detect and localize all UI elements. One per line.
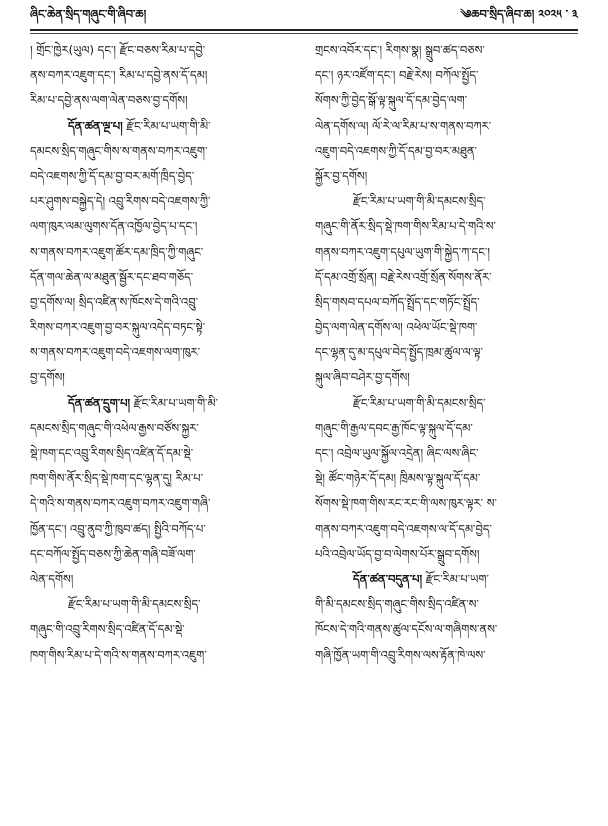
line-text: ལག་ཁུར་ལམ་ལུགས་དོན་འཁྱོལ་བྱེད་པ་དང་། — [30, 219, 198, 234]
section-heading: དོན་ཚན་བདུན་པ། — [353, 571, 423, 586]
line-text: ཁག་གིས་རིམ་པ་དེ་གའི་ས་གནས་བཀར་འཇུག་ — [30, 647, 207, 662]
text-line — [30, 340, 293, 365]
line-text: ལེན་དགོས་ལ། ལོ་རེ་ལ་རིམ་པ་ས་གནས་བཀར་ — [315, 118, 492, 133]
text-line — [315, 315, 578, 340]
line-text: བྱ་དགོས། — [30, 370, 65, 385]
text-line — [315, 340, 578, 365]
header-right-title: ༄ཆབ་སྲིད་ཞིབ་ཆ། ༢༠༢༥ ་ ༣ — [460, 6, 578, 21]
text-line — [315, 466, 578, 491]
line-text: སྡེ། ཚོང་གཉེར་དོ་དམ། ཁྲིམས་ལྟ་སྐུལ་དོ་དམ་ — [315, 471, 481, 486]
text-line — [30, 592, 293, 617]
text-line — [30, 139, 293, 164]
line-text: དམངས་སྲིད་གཞུང་གིས་ས་གནས་བཀར་འཇུག་ — [30, 143, 208, 158]
text-line — [315, 214, 578, 239]
line-text: བྱེད་ལག་ལེན་དགོས་ལ། འཕེལ་ཡོང་སྡེ་ཁག་ — [315, 320, 478, 335]
text-line — [315, 567, 578, 592]
text-line — [315, 265, 578, 290]
line-text: དང་བཀོལ་སྤྱོད་བཅས་ཀྱི་ཆེན་གཞི་བཟོ་ལག་ — [30, 546, 196, 561]
text-line — [30, 290, 293, 315]
text-line — [30, 441, 293, 466]
running-header — [30, 6, 578, 28]
line-text: དམངས་སྲིད་གཞུང་གི་འཕེལ་རྒྱས་བཙོས་སྐྱར་ — [30, 420, 199, 435]
line-text: དང་ལྷན་དུ་མ་དཔུལ་བེད་སྤྱོད་ཁྲམ་ཚུལ་ལ་ལྟ་ — [315, 345, 483, 360]
line-text: གནས་བཀར་འཇུག་དཔུལ་ཡུག་གི་སྐྱེད་ཀ་དང་། — [315, 244, 490, 259]
header-left-title: ཞིང་ཆེན་སྲིད་གཞུང་གི་ཞིབ་ཆ། — [30, 6, 147, 21]
text-line — [315, 240, 578, 265]
text-line — [315, 88, 578, 113]
text-line — [315, 63, 578, 88]
line-text: ། གྲོང་ཁྱེར(ཡུལ) དང་། རྫོང་བཅས་རིམ་པ་དབྱེ་ — [30, 43, 206, 57]
text-line — [30, 617, 293, 642]
text-line — [30, 365, 293, 390]
line-text: ལེན་དགོས། — [30, 571, 74, 586]
text-line — [30, 517, 293, 542]
line-text: ནས་བཀར་འཇུག་དང་། རིམ་པ་དབྱེ་ནས་དོ་དམ། — [30, 68, 208, 83]
line-text: སྲིད་གསབ་དཔལ་བཀོད་སྤྲོད་དང་གཏོང་སྤྲོད་ — [315, 294, 480, 309]
text-line — [30, 189, 293, 214]
text-line — [315, 189, 578, 214]
line-text: གི་མི་དམངས་སྲིད་གཞུང་གིས་སྲིད་འཛིན་ས་ — [315, 597, 479, 612]
header-rule — [30, 29, 578, 31]
line-text: རྫོང་རིམ་པ་ཡག་གི་མི་དམངས་སྲིད་ — [353, 194, 486, 209]
line-text: སོགས་ཀྱི་བྱེད་སྒོ་ལྟ་སྐུལ་དོ་དམ་བྱེད་ལག་ — [315, 93, 468, 108]
line-text: རྫོང་རིམ་པ་ཡག་ — [422, 571, 489, 586]
text-line — [315, 391, 578, 416]
line-text: གཞུང་གི་འབྲུ་རིགས་སྲིད་འཛིན་དོ་དམ་སྡེ་ — [30, 622, 185, 637]
text-line — [30, 38, 293, 63]
text-line — [315, 592, 578, 617]
text-line — [315, 416, 578, 441]
line-text: རྫོང་རིམ་པ་ཡག་གི་མི་དམངས་སྲིད་ — [68, 597, 201, 612]
text-line — [315, 114, 578, 139]
line-text: ས་གནས་བཀར་འཇུག་ཚོར་དམ་ཁྲིད་ཀྱི་གཞུང་ — [30, 244, 204, 259]
text-line — [30, 416, 293, 441]
text-line — [30, 643, 293, 668]
line-text: བདེ་འཇགས་ཀྱི་དོ་དམ་བྱ་བར་མགོ་ཁྲིད་བྱེད་ — [30, 168, 195, 183]
line-text: རྫོང་རིམ་པ་ཡག་གི་མི་ — [130, 395, 218, 410]
line-text: དང་། ཉར་འཛོག་དང་། བརྗེ་རེས། བཀོལ་སྤྱོད་ — [315, 68, 479, 83]
line-text: སྡེ་ཁག་དང་འབྲུ་རིགས་སྲིད་འཛིན་དོ་དམ་སྡེ་ — [30, 446, 194, 460]
section-heading: དོན་ཚན་ལྔ་པ། — [68, 118, 123, 133]
line-text: པར་ཤུགས་བསྐྱེད་དེ། འབྲུ་རིགས་བདེ་འཇགས་ཀྱི་ — [30, 194, 211, 209]
text-line — [30, 491, 293, 516]
text-line — [315, 542, 578, 567]
line-text: རིམ་པ་དབྱེ་ནས་ལག་ལེན་བཅས་བྱ་དགོས། — [30, 93, 188, 108]
text-line — [30, 315, 293, 340]
text-line — [315, 290, 578, 315]
text-line — [315, 38, 578, 63]
line-text: ཁྱོན་དང་། འབྲུ་ནུབ་ཀྱི་ཁུབ་ཚད། སྤྱིའི་བཀོད་པ་ — [30, 521, 206, 536]
line-text: ས་གནས་བཀར་འཇུག་བདེ་འཇགས་ལག་ཁུར་ — [30, 345, 201, 360]
text-line — [30, 88, 293, 113]
text-line — [315, 441, 578, 466]
text-line — [30, 265, 293, 290]
text-line — [315, 517, 578, 542]
text-line — [30, 164, 293, 189]
text-line — [315, 643, 578, 668]
body-columns — [30, 38, 578, 818]
text-line — [30, 114, 293, 139]
line-text: དོན་གལ་ཆེན་ལ་མཐུན་སྦྱོར་དང་ཐབ་གཅོད་ — [30, 269, 194, 284]
header-rule-thin — [30, 33, 578, 34]
left-column — [30, 38, 293, 818]
text-line — [315, 164, 578, 189]
line-text: གནས་བཀར་འཇུག་བདེ་འཇགས་ལ་དོ་དམ་བྱེད་ — [315, 521, 492, 536]
text-line — [315, 491, 578, 516]
text-line — [30, 240, 293, 265]
text-line — [315, 139, 578, 164]
text-line — [30, 567, 293, 592]
text-line — [315, 617, 578, 642]
line-text: ཁག་གིས་ནོར་སྲིད་སྡེ་ཁག་དང་ལྷན་དུ། རིམ་པ་ — [30, 471, 204, 486]
line-text: འཇུག་བདེ་འཇགས་ཀྱི་དོ་དམ་བྱ་བར་མཐུན་ — [315, 143, 477, 158]
line-text: རྫོང་རིམ་པ་ཡག་གི་མི་དམངས་སྲིད་ — [353, 395, 486, 410]
text-line — [30, 391, 293, 416]
line-text: ཁོངས་དེ་གའི་གནས་ཚུལ་དངོས་ལ་གཞིགས་ནས་ — [315, 622, 498, 637]
line-text: སྐྱོར་བྱ་དགོས། — [315, 168, 368, 183]
line-text: གཞུང་གི་ནོར་སྲིད་སྡེ་ཁག་གིས་རིམ་པ་དེ་གའི་ས་ — [315, 219, 496, 234]
line-text: བྱ་དགོས་ལ། སྲིད་འཛིན་ས་ཁོངས་དེ་གའི་འབྲུ་ — [30, 294, 199, 309]
text-line — [30, 466, 293, 491]
text-line — [315, 365, 578, 390]
line-text: དང་། འབྲེལ་ཡུལ་སྐྱོལ་འདྲེན། ཞིང་ལས་ཞིང་ — [315, 446, 479, 460]
right-column — [315, 38, 578, 818]
line-text: དེ་གའི་ས་གནས་བཀར་འཇུག་བཀར་འཇུག་གཞི་ — [30, 496, 211, 511]
line-text: སོགས་སྡེ་ཁག་གིས་རང་རང་གི་ལས་ཁུར་ལྟར་ ས་ — [315, 496, 497, 511]
section-heading: དོན་ཚན་དྲུག་པ། — [68, 395, 131, 410]
line-text: གྲངས་འབོར་དང་། རིགས་སྣ། སྒྲུབ་ཚད་བཅས་ — [315, 43, 485, 57]
line-text: རྫོང་རིམ་པ་ཡག་གི་མི་ — [122, 118, 211, 133]
line-text: གཞུང་གི་རྒྱལ་དབང་རྒྱ་ཁོང་ལྟ་སྐུལ་དོ་དམ་ — [315, 420, 473, 435]
line-text: སྐུལ་ཞིབ་བཤེར་བྱ་དགོས། — [315, 370, 410, 385]
line-text: གཞི་ཁྱོན་ཡག་གི་འབྲུ་རིགས་ལས་རྟོན་ཁེ་ལས་ — [315, 647, 486, 662]
text-line — [30, 542, 293, 567]
line-text: རིགས་བཀར་འཇུག་བྱ་བར་སྐུལ་འདེད་བཏང་སྟེ་ — [30, 320, 206, 335]
text-line — [30, 214, 293, 239]
line-text: དོ་དམ་འགྲོ་སྲོན། བརྗེ་རེས་འགྲོ་སྲོན་སོགས་ནོར་ — [315, 269, 492, 284]
text-line — [30, 63, 293, 88]
line-text: པའི་འབྲེལ་ཡོད་བྱ་བ་ལེགས་པོར་སྒྲུབ་དགོས། — [315, 546, 480, 561]
